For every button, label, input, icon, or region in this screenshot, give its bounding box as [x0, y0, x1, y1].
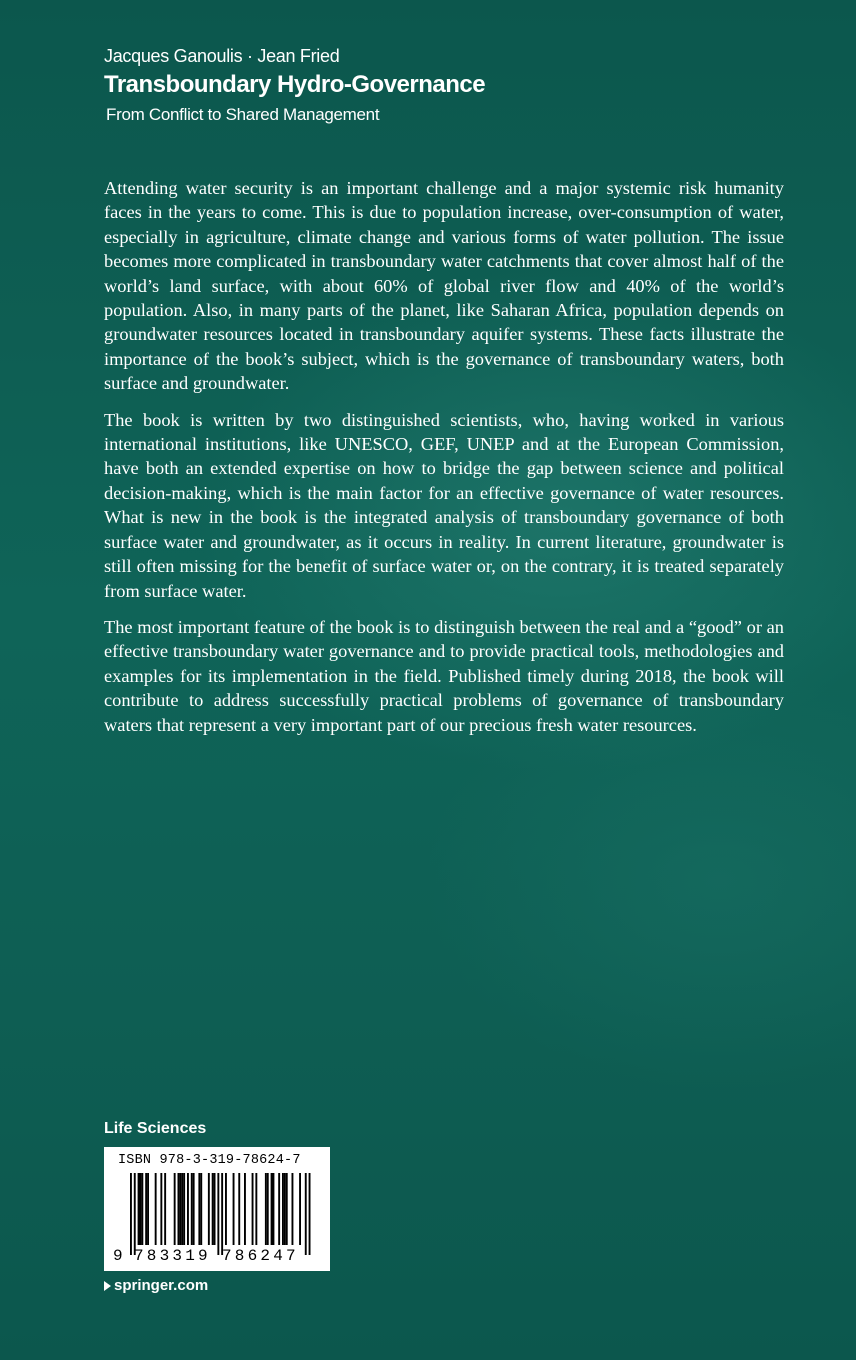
- publisher-link[interactable]: [104, 1276, 208, 1296]
- barcode-bar-17: [193, 1173, 195, 1245]
- publisher-website: springer.com: [114, 1277, 209, 1294]
- barcode-bar-19: [200, 1173, 202, 1245]
- barcode-bar-23: [217, 1173, 219, 1255]
- barcode-bar-41: [305, 1173, 307, 1255]
- barcode-bar-14: [183, 1173, 185, 1245]
- barcode-bar-33: [271, 1173, 273, 1245]
- barcode-bar-12: [179, 1173, 181, 1245]
- barcode-bar-29: [252, 1173, 254, 1245]
- barcode-bar-10: [174, 1173, 176, 1245]
- barcode-bar-5: [145, 1173, 147, 1245]
- barcode-bar-42: [309, 1173, 311, 1255]
- ean-left-digits: 783319: [134, 1247, 211, 1265]
- book-authors: Jacques Ganoulis · Jean Fried: [104, 46, 340, 66]
- barcode-bar-36: [282, 1173, 284, 1245]
- description-paragraph-1: Attending water security is an important challenge and a major systemic risk humanity faces in the years to come. This is due to population increase, over-consumption of water, especially in agriculture, climate change and various forms of water pollution. The issue becomes more complicated in transboundary water catchments that cover almost half of the world’s land surface, with about 60% of global river flow and 40% of the world’s population. Also, in many parts of the planet, like Saharan Africa, population depends on groundwater resources located in transboundary aquifer systems. These facts illustrate the importance of the book’s subject, which is the governance of transboundary waters, both surface and groundwater.: [104, 178, 784, 394]
- ean-right-digits: 786247: [222, 1247, 299, 1265]
- book-title: Transboundary Hydro-Governance: [104, 71, 486, 98]
- barcode-bar-30: [255, 1173, 257, 1245]
- barcode-bar-13: [181, 1173, 183, 1245]
- barcode-bar-37: [284, 1173, 286, 1245]
- barcode-bar-8: [160, 1173, 162, 1245]
- barcode-bar-2: [138, 1173, 140, 1245]
- triangle-arrow-icon: [104, 1281, 111, 1291]
- barcode-bar-31: [265, 1173, 267, 1245]
- isbn-barcode: [104, 1147, 330, 1271]
- barcode-bar-34: [273, 1173, 275, 1245]
- barcode-bar-9: [164, 1173, 166, 1245]
- isbn-number: ISBN 978-3-319-78624-7: [118, 1153, 301, 1168]
- barcode-bar-1: [134, 1173, 136, 1255]
- book-description: [104, 176, 784, 749]
- barcode-bar-40: [299, 1173, 301, 1245]
- barcode-bar-25: [225, 1173, 227, 1245]
- barcode-bar-39: [292, 1173, 294, 1245]
- barcode-bar-27: [238, 1173, 240, 1245]
- barcode-bar-3: [140, 1173, 142, 1245]
- description-paragraph-3: The most important feature of the book is to distinguish between the real and a “good” or an effective transboundary water governance and to provide practical tools, methodologies and examples for its implementation in the field. Published timely during 2018, the book will contribute to address successfully practical problems of governance of transboundary waters that represent a very important part of our precious fresh water resources.: [104, 616, 784, 735]
- barcode-bar-4: [141, 1173, 143, 1245]
- barcode-bar-21: [212, 1173, 214, 1245]
- description-paragraph-2: The book is written by two distinguished scientists, who, having worked in various international institutions, like UNESCO, GEF, UNEP and at the European Commission, have both an extended expertise on how to bridge the gap between science and political decision-making, which is the main factor for an effective governance of water resources. What is new in the book is the integrated analysis of transboundary governance of both surface water and groundwater, as it occurs in reality. In current literature, groundwater is still often missing for the benefit of surface water or, on the contrary, it is treated separately from surface water.: [104, 409, 784, 601]
- ean-first-digit: 9: [113, 1247, 123, 1265]
- barcode-bar-0: [130, 1173, 132, 1255]
- barcode-bar-18: [198, 1173, 200, 1245]
- barcode-bar-7: [155, 1173, 157, 1245]
- barcode-bar-32: [267, 1173, 269, 1245]
- subject-category: Life Sciences: [104, 1120, 207, 1137]
- barcode-bar-26: [233, 1173, 235, 1245]
- barcode-bar-15: [187, 1173, 189, 1245]
- barcode-bar-11: [178, 1173, 180, 1245]
- barcode-bar-16: [191, 1173, 193, 1245]
- book-subtitle: From Conflict to Shared Management: [106, 105, 380, 124]
- barcode-bar-35: [278, 1173, 280, 1245]
- barcode-bar-6: [147, 1173, 149, 1245]
- barcode-bar-24: [221, 1173, 223, 1255]
- cover-header: [104, 44, 804, 126]
- barcode-bar-38: [286, 1173, 288, 1245]
- barcode-bar-28: [244, 1173, 246, 1245]
- barcode-bar-20: [208, 1173, 210, 1245]
- barcode-bar-22: [214, 1173, 216, 1245]
